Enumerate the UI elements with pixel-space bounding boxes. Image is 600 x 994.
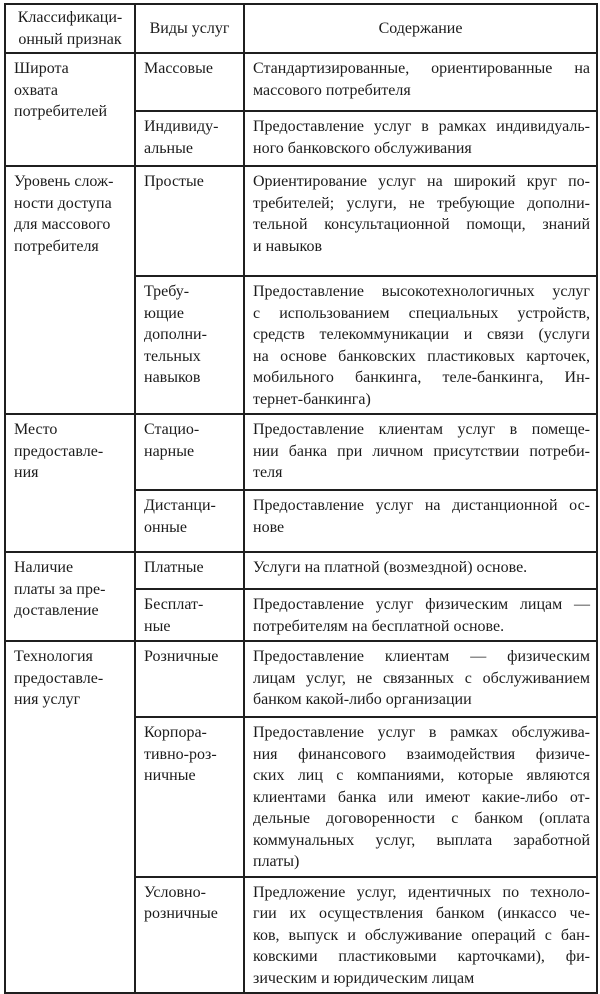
content-cell: Предоставление клиентам — физическим лицам услуг, не связанных с обслуживанием банком какой-либо организации xyxy=(244,641,597,717)
content-cell: Стандартизированные, ориентированные на массового потребителя xyxy=(244,53,597,111)
content-cell: Предоставление клиентам услуг в помеще- нии банка при личном присутствии потреби- теля xyxy=(244,414,597,490)
header-content: Содержание xyxy=(244,4,597,53)
service-type-cell: Корпора- тивно-роз- ничные xyxy=(135,717,244,877)
content-cell: Услуги на платной (возмездной) основе. xyxy=(244,552,597,589)
content-cell: Предоставление услуг в рамках индивидуаль- ного банковского обслуживания xyxy=(244,111,597,166)
content-cell: Предоставление услуг на дистанционной ос- нове xyxy=(244,490,597,552)
content-cell: Предоставление высокотехнологичных услуг с использованием специальных устройств, средств телекоммуникации и связи (услуги на основе банковских пластиковых карточек, мобильного банкинга, теле-банкинга, Ин- тернет-банкинга) xyxy=(244,276,597,414)
content-cell: Предоставление услуг физическим лицам — потребителям на бесплатной основе. xyxy=(244,589,597,641)
content-cell: Ориентирование услуг на широкий круг по- требителей; услуги, не требующие дополни- тельной консультационной помощи, знаний и навыков xyxy=(244,166,597,276)
service-type-cell: Простые xyxy=(135,166,244,276)
attribute-cell: Технология предоставле- ния услуг xyxy=(5,641,135,993)
service-type-cell: Требу- ющие дополни- тельных навыков xyxy=(135,276,244,414)
service-type-cell: Платные xyxy=(135,552,244,589)
content-cell: Предложение услуг, идентичных по техноло- гии их осуществления банком (инкассо че- ков, выпуск и обслуживание операций с бан- ковскими пластиковыми карточками), фи- зическим и юридическим лицам xyxy=(244,877,597,994)
table-row xyxy=(5,166,597,276)
table-row xyxy=(5,641,597,717)
service-type-cell: Стацио- нарные xyxy=(135,414,244,490)
attribute-cell: Место предоставле- ния xyxy=(5,414,135,552)
content-cell: Предоставление услуг в рамках обслужива- ния финансового взаимодействия физиче- ских лиц с компаниями, которые являются клиентами банка или имеют какие-либо от- дельные договоренности с банком (оплата коммунальных услуг, выплата заработной платы) xyxy=(244,717,597,877)
header-row xyxy=(5,4,597,53)
header-service-types: Виды услуг xyxy=(135,4,244,53)
service-type-cell: Массовые xyxy=(135,53,244,111)
header-attribute: Классификаци- онный признак xyxy=(5,4,135,53)
service-type-cell: Индивиду- альные xyxy=(135,111,244,166)
service-type-cell: Дистанци- онные xyxy=(135,490,244,552)
classification-table xyxy=(4,3,598,994)
attribute-cell: Широта охвата потребителей xyxy=(5,53,135,166)
attribute-cell: Наличие платы за пре- доставление xyxy=(5,552,135,641)
service-type-cell: Розничные xyxy=(135,641,244,717)
service-type-cell: Условно- розничные xyxy=(135,877,244,994)
service-type-cell: Бесплат- ные xyxy=(135,589,244,641)
table-row xyxy=(5,53,597,111)
table-row xyxy=(5,552,597,589)
attribute-cell: Уровень слож- ности доступа для массового потребителя xyxy=(5,166,135,414)
table-row xyxy=(5,414,597,490)
